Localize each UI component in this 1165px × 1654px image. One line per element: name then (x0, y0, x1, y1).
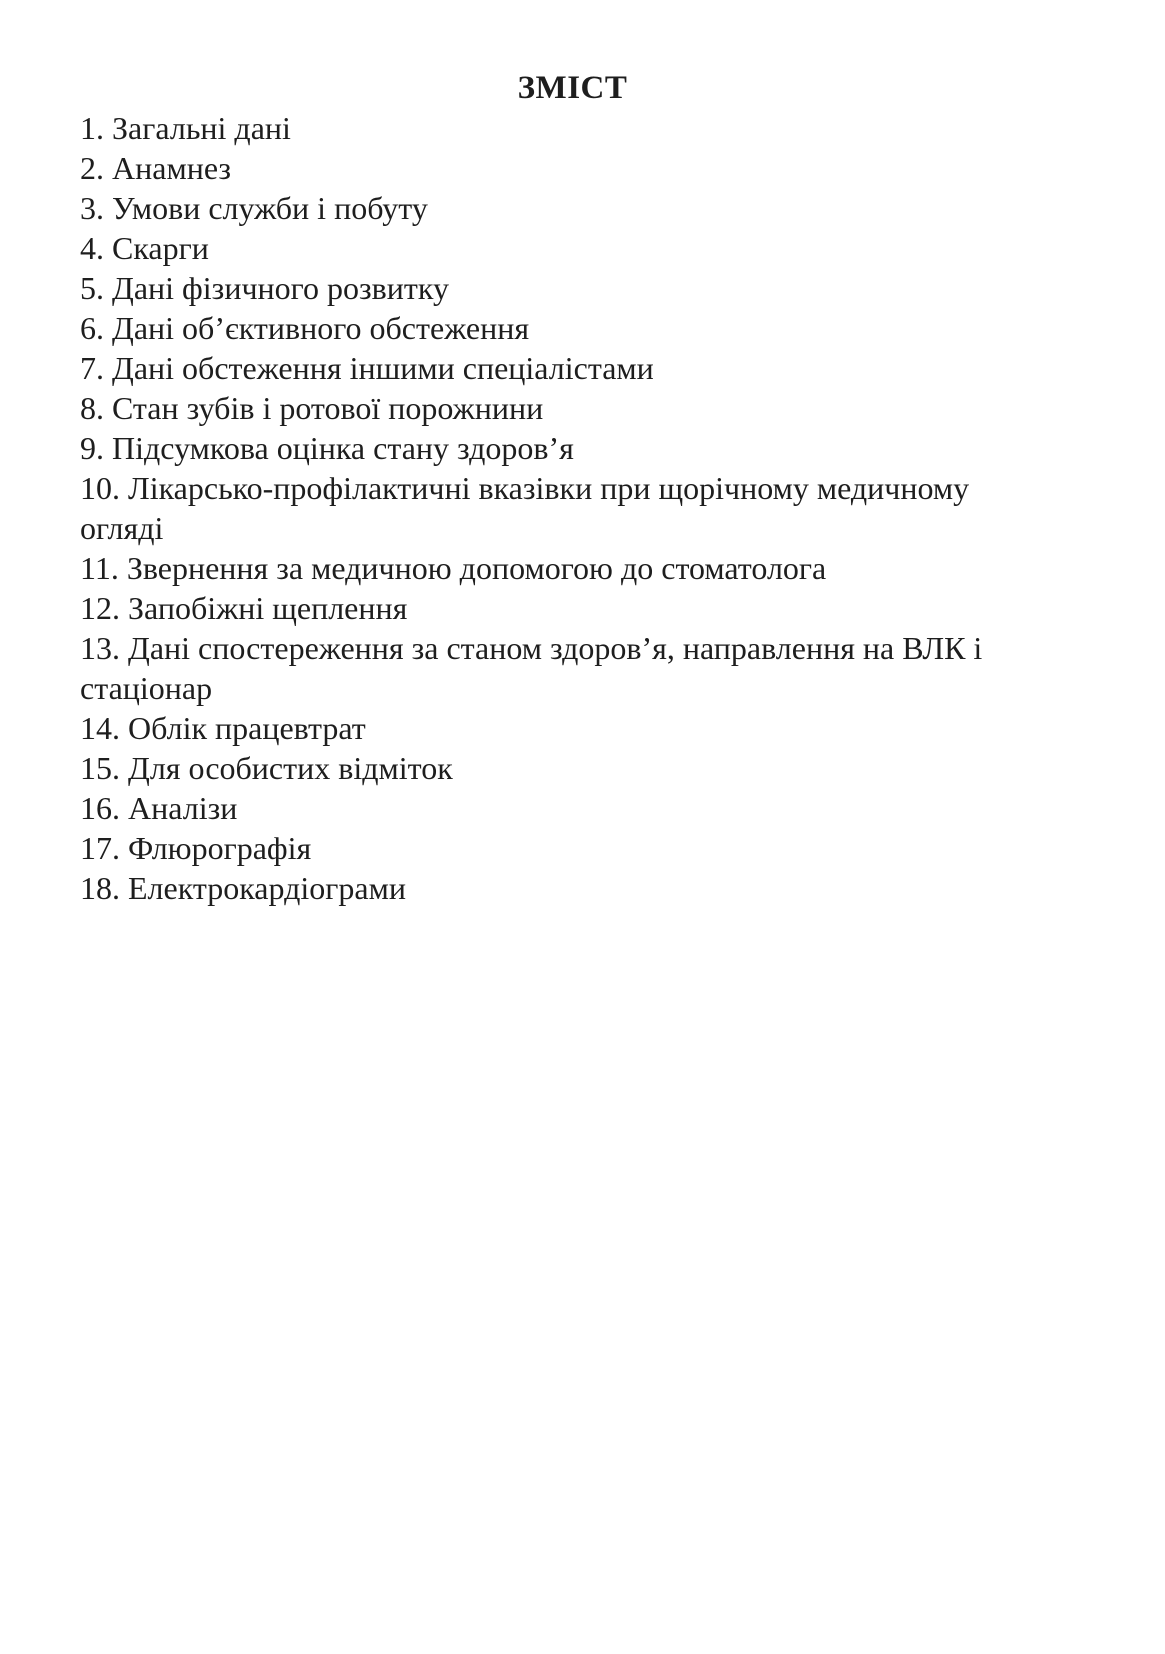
toc-item-14 (80, 708, 1105, 748)
toc-item-8 (80, 388, 1105, 428)
toc-item-text: 12. Запобіжні щеплення (80, 590, 408, 626)
toc-item-6 (80, 308, 1105, 348)
toc-item-text: 18. Електрокардіограми (80, 870, 406, 906)
toc-item-18 (80, 868, 1105, 908)
toc-item-11 (80, 548, 1105, 588)
toc-item-16 (80, 788, 1105, 828)
toc-item-text-continuation: стаціонар (80, 670, 213, 706)
toc-item-text: 9. Підсумкова оцінка стану здоров’я (80, 430, 574, 466)
page-title: ЗМІСТ (517, 70, 628, 106)
toc-item-9 (80, 428, 1105, 468)
toc-item-13 (80, 628, 1105, 708)
toc-item-text: 6. Дані об’єктивного обстеження (80, 310, 530, 346)
toc-item-text: 13. Дані спостереження за станом здоров’я, направлення на ВЛК і (80, 630, 983, 666)
toc-item-2 (80, 148, 1105, 188)
toc-item-text: 10. Лікарсько-профілактичні вказівки при щорічному медичному (80, 470, 970, 506)
toc-item-4 (80, 228, 1105, 268)
toc-item-7 (80, 348, 1105, 388)
toc-item-1 (80, 108, 1105, 148)
toc-item-text: 4. Скарги (80, 230, 209, 266)
toc-item-text: 7. Дані обстеження іншими спеціалістами (80, 350, 654, 386)
toc-item-text: 17. Флюрографія (80, 830, 312, 866)
toc-item-15 (80, 748, 1105, 788)
toc-item-text-continuation: огляді (80, 510, 164, 546)
toc-item-text: 3. Умови служби і побуту (80, 190, 428, 226)
toc-list (80, 108, 1105, 908)
toc-item-12 (80, 588, 1105, 628)
toc-item-text: 11. Звернення за медичною допомогою до стоматолога (80, 550, 827, 586)
toc-item-5 (80, 268, 1105, 308)
toc-item-text: 8. Стан зубів і ротової порожнини (80, 390, 544, 426)
toc-item-text: 1. Загальні дані (80, 110, 291, 146)
toc-item-3 (80, 188, 1105, 228)
toc-item-text: 2. Анамнез (80, 150, 232, 186)
toc-item-text: 16. Аналізи (80, 790, 238, 826)
toc-item-text: 15. Для особистих відміток (80, 750, 453, 786)
toc-item-10 (80, 468, 1105, 548)
toc-item-17 (80, 828, 1105, 868)
toc-item-text: 5. Дані фізичного розвитку (80, 270, 449, 306)
toc-item-text: 14. Облік працевтрат (80, 710, 366, 746)
